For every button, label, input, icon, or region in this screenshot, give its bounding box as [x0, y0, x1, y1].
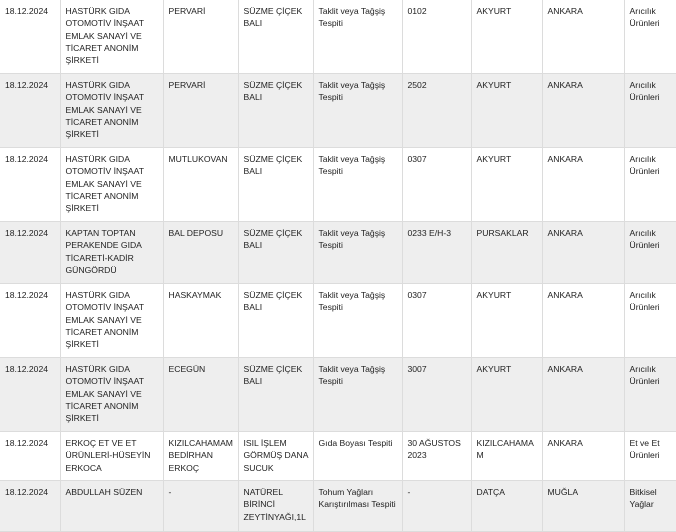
district-cell: AKYURT — [471, 358, 542, 432]
date-cell: 18.12.2024 — [0, 481, 60, 532]
brand-cell: HASKAYMAK — [163, 284, 238, 358]
table-row — [0, 358, 676, 432]
product-group-cell: Et ve Et Ürünleri — [624, 432, 676, 481]
batch-cell: - — [402, 481, 471, 532]
violation-cell: Taklit veya Tağşiş Tespiti — [313, 284, 402, 358]
table-row — [0, 0, 676, 74]
product-group-cell: Arıcılık Ürünleri — [624, 358, 676, 432]
company-cell: HASTÜRK GIDA OTOMOTİV İNŞAAT EMLAK SANAYİ VE TİCARET ANONİM ŞİRKETİ — [60, 148, 163, 222]
violation-cell: Taklit veya Tağşiş Tespiti — [313, 0, 402, 74]
province-cell: ANKARA — [542, 222, 624, 284]
date-cell: 18.12.2024 — [0, 74, 60, 148]
table-row — [0, 284, 676, 358]
table-row — [0, 148, 676, 222]
table-row — [0, 74, 676, 148]
brand-cell: BAL DEPOSU — [163, 222, 238, 284]
product-cell: SÜZME ÇİÇEK BALI — [238, 0, 313, 74]
province-cell: ANKARA — [542, 284, 624, 358]
company-cell: HASTÜRK GIDA OTOMOTİV İNŞAAT EMLAK SANAYİ VE TİCARET ANONİM ŞİRKETİ — [60, 74, 163, 148]
product-cell: ISIL İŞLEM GÖRMÜŞ DANA SUCUK — [238, 432, 313, 481]
province-cell: ANKARA — [542, 0, 624, 74]
product-group-cell: Bitkisel Yağlar — [624, 481, 676, 532]
province-cell: ANKARA — [542, 148, 624, 222]
brand-cell: PERVARİ — [163, 74, 238, 148]
table-row — [0, 222, 676, 284]
product-group-cell: Arıcılık Ürünleri — [624, 0, 676, 74]
brand-cell: KIZILCAHAMAM BEDİRHAN ERKOÇ — [163, 432, 238, 481]
province-cell: ANKARA — [542, 74, 624, 148]
company-cell: HASTÜRK GIDA OTOMOTİV İNŞAAT EMLAK SANAYİ VE TİCARET ANONİM ŞİRKETİ — [60, 284, 163, 358]
brand-cell: MUTLUKOVAN — [163, 148, 238, 222]
batch-cell: 0233 E/H-3 — [402, 222, 471, 284]
batch-cell: 0307 — [402, 284, 471, 358]
batch-cell: 2502 — [402, 74, 471, 148]
province-cell: ANKARA — [542, 358, 624, 432]
date-cell: 18.12.2024 — [0, 358, 60, 432]
brand-cell: - — [163, 481, 238, 532]
violation-cell: Gıda Boyası Tespiti — [313, 432, 402, 481]
violation-cell: Taklit veya Tağşiş Tespiti — [313, 222, 402, 284]
product-cell: SÜZME ÇİÇEK BALI — [238, 148, 313, 222]
brand-cell: ECEGÜN — [163, 358, 238, 432]
company-cell: HASTÜRK GIDA OTOMOTİV İNŞAAT EMLAK SANAYİ VE TİCARET ANONİM ŞİRKETİ — [60, 358, 163, 432]
company-cell: HASTÜRK GIDA OTOMOTİV İNŞAAT EMLAK SANAYİ VE TİCARET ANONİM ŞİRKETİ — [60, 0, 163, 74]
violation-cell: Taklit veya Tağşiş Tespiti — [313, 74, 402, 148]
product-group-cell: Arıcılık Ürünleri — [624, 148, 676, 222]
brand-cell: PERVARİ — [163, 0, 238, 74]
district-cell: AKYURT — [471, 284, 542, 358]
violation-cell: Tohum Yağları Karıştırılması Tespiti — [313, 481, 402, 532]
date-cell: 18.12.2024 — [0, 222, 60, 284]
batch-cell: 3007 — [402, 358, 471, 432]
batch-cell: 30 AĞUSTOS 2023 — [402, 432, 471, 481]
table-row — [0, 432, 676, 481]
district-cell: PURSAKLAR — [471, 222, 542, 284]
date-cell: 18.12.2024 — [0, 0, 60, 74]
date-cell: 18.12.2024 — [0, 148, 60, 222]
product-cell: SÜZME ÇİÇEK BALI — [238, 284, 313, 358]
district-cell: AKYURT — [471, 0, 542, 74]
product-group-cell: Arıcılık Ürünleri — [624, 74, 676, 148]
district-cell: DATÇA — [471, 481, 542, 532]
violation-cell: Taklit veya Tağşiş Tespiti — [313, 358, 402, 432]
batch-cell: 0307 — [402, 148, 471, 222]
product-cell: NATÜREL BİRİNCİ ZEYTİNYAĞI,1L — [238, 481, 313, 532]
product-group-cell: Arıcılık Ürünleri — [624, 222, 676, 284]
district-cell: AKYURT — [471, 74, 542, 148]
product-group-cell: Arıcılık Ürünleri — [624, 284, 676, 358]
table-row — [0, 481, 676, 532]
province-cell: MUĞLA — [542, 481, 624, 532]
province-cell: ANKARA — [542, 432, 624, 481]
district-cell: AKYURT — [471, 148, 542, 222]
date-cell: 18.12.2024 — [0, 432, 60, 481]
product-cell: SÜZME ÇİÇEK BALI — [238, 358, 313, 432]
company-cell: ABDULLAH SÜZEN — [60, 481, 163, 532]
batch-cell: 0102 — [402, 0, 471, 74]
product-cell: SÜZME ÇİÇEK BALI — [238, 222, 313, 284]
violation-cell: Taklit veya Tağşiş Tespiti — [313, 148, 402, 222]
company-cell: ERKOÇ ET VE ET ÜRÜNLERİ-HÜSEYİN ERKOCA — [60, 432, 163, 481]
district-cell: KIZILCAHAMAM — [471, 432, 542, 481]
company-cell: KAPTAN TOPTAN PERAKENDE GIDA TİCARETİ-KADİR GÜNGÖRDÜ — [60, 222, 163, 284]
date-cell: 18.12.2024 — [0, 284, 60, 358]
product-cell: SÜZME ÇİÇEK BALI — [238, 74, 313, 148]
